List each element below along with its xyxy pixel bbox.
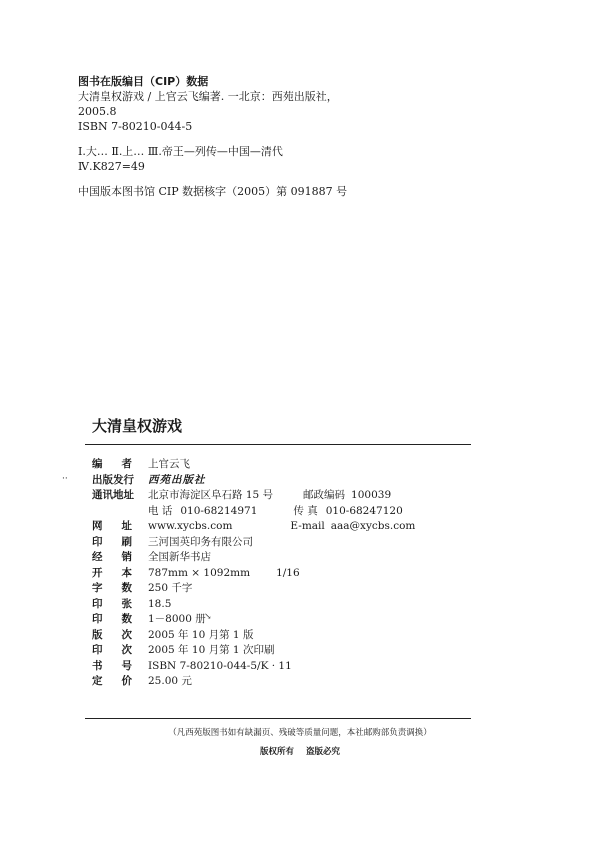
cip-block — [78, 74, 518, 199]
label-distributor: 经 销 — [92, 551, 132, 563]
value-format-fraction: 1/16 — [276, 566, 300, 579]
value-printer: 三河国英印务有限公司 — [148, 535, 253, 548]
row-printer — [92, 534, 472, 550]
label-printrun: 印 数 — [92, 613, 132, 625]
value-address: 北京市海淀区阜石路 15 号 — [148, 489, 274, 501]
cip-heading: 图书在版编目（CIP）数据 — [78, 75, 209, 88]
divider-bottom — [85, 718, 471, 719]
row-sheets — [92, 596, 472, 612]
value-format: 787mm × 1092mm — [148, 566, 251, 579]
row-distributor — [92, 549, 472, 565]
label-address: 通讯地址 — [92, 489, 134, 501]
divider-top — [85, 444, 471, 445]
book-title: 大清皇权游戏 — [92, 417, 183, 435]
label-postcode: 邮政编码 — [303, 489, 346, 501]
value-wordcount: 250 千字 — [148, 582, 193, 594]
value-edition: 2005 年 10 月第 1 版 — [148, 628, 254, 641]
value-phone: 010-68214971 — [180, 504, 258, 517]
value-printing: 2005 年 10 月第 1 次印刷 — [148, 644, 275, 656]
row-publisher — [92, 472, 472, 488]
label-printing: 印 次 — [92, 644, 132, 656]
stray-mark: ↘ — [204, 612, 212, 622]
publication-info — [92, 456, 472, 689]
row-format — [92, 565, 472, 581]
row-address — [92, 487, 472, 503]
label-booknumber: 书 号 — [92, 659, 132, 672]
value-postcode: 100039 — [351, 489, 392, 501]
label-publisher: 出版发行 — [92, 473, 134, 486]
row-price — [92, 673, 472, 689]
row-edition — [92, 627, 472, 643]
cip-line-1: 大清皇权游戏 / 上官云飞编著. 一北京：西苑出版社， — [78, 90, 338, 103]
quality-notice: （凡西苑版图书如有缺漏页、残破等质量问题，本社邮购部负责调换） — [168, 728, 432, 738]
label-email: E-mail — [290, 520, 325, 532]
cip-classification-2: Ⅳ.K827=49 — [78, 160, 145, 173]
row-author — [92, 456, 472, 472]
label-fax: 传 真 — [293, 504, 318, 517]
value-distributor: 全国新华书店 — [148, 551, 211, 563]
rights-reserved: 版权所有 — [259, 747, 294, 757]
label-website: 网 址 — [92, 520, 132, 532]
value-price: 25.00 元 — [148, 675, 192, 687]
row-booknumber — [92, 658, 472, 674]
label-printer: 印 刷 — [92, 535, 132, 548]
row-printing — [92, 642, 472, 658]
value-author: 上官云飞 — [148, 458, 190, 470]
cip-line-2: 2005.8 — [78, 105, 117, 118]
row-phone — [92, 503, 472, 519]
cip-classification-1: Ⅰ.大… Ⅱ.上… Ⅲ.帝王—列传—中国—清代 — [78, 145, 283, 158]
value-website: www.xycbs.com — [148, 520, 233, 532]
label-format: 开 本 — [92, 566, 132, 579]
row-printrun — [92, 611, 472, 627]
row-website — [92, 518, 472, 534]
label-edition: 版 次 — [92, 628, 132, 641]
value-printrun: 1－8000 册 — [148, 613, 206, 625]
label-sheets: 印 张 — [92, 597, 132, 610]
value-booknumber: ISBN 7-80210-044-5/K · 11 — [148, 659, 292, 672]
value-sheets: 18.5 — [148, 597, 172, 610]
row-wordcount — [92, 580, 472, 596]
value-fax: 010-68247120 — [325, 504, 403, 517]
label-phone: 电 话 — [148, 504, 173, 517]
rights-statement — [0, 745, 600, 757]
cip-record: 中国版本图书馆 CIP 数据核字（2005）第 091887 号 — [78, 185, 348, 198]
piracy-warning: 盗版必究 — [306, 747, 341, 757]
label-author: 编 者 — [92, 458, 132, 470]
value-email: aaa@xycbs.com — [330, 520, 416, 532]
cip-isbn: ISBN 7-80210-044-5 — [78, 120, 193, 133]
label-wordcount: 字 数 — [92, 582, 132, 594]
value-publisher: 西苑出版社 — [148, 473, 206, 486]
stray-mark: ·· — [62, 474, 68, 484]
label-price: 定 价 — [92, 675, 132, 687]
